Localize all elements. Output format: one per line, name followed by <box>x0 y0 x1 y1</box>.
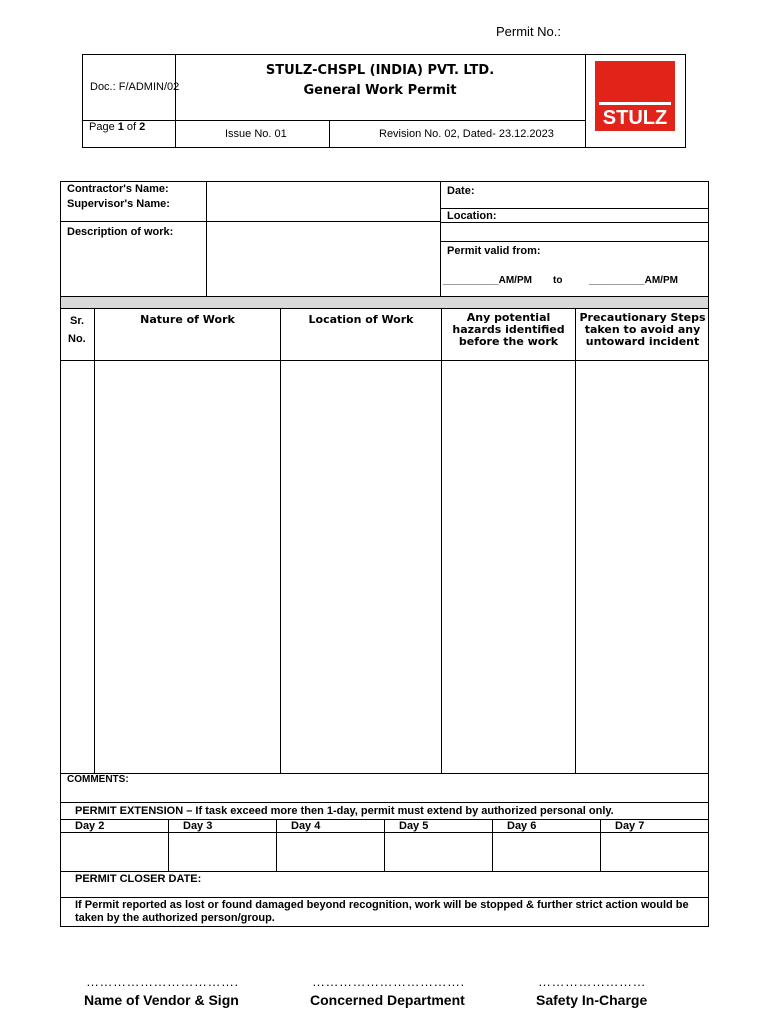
document-header <box>82 54 686 148</box>
col-precautionary-steps: Precautionary Steps taken to avoid any untoward incident <box>579 311 706 348</box>
valid-from-field: __________AM/PM <box>443 275 532 286</box>
company-name: STULZ-CHSPL (INDIA) PVT. LTD. <box>265 63 495 78</box>
description-label: Description of work: <box>67 226 174 238</box>
revision-info: Revision No. 02, Dated- 23.12.2023 <box>379 128 554 140</box>
form-title: General Work Permit <box>303 83 457 98</box>
divider <box>575 309 576 774</box>
divider <box>168 819 169 871</box>
extension-text: If task exceed more then 1-day, permit must extend by authorized personal only. <box>195 805 614 817</box>
day-3-label: Day 3 <box>183 820 213 832</box>
divider <box>61 773 708 774</box>
day-2-label: Day 2 <box>75 820 105 832</box>
doc-number: Doc.: F/ADMIN/02 <box>90 81 180 93</box>
divider <box>61 897 708 898</box>
permit-valid-label: Permit valid from: <box>447 245 541 257</box>
comments-label: COMMENTS: <box>67 774 129 785</box>
col-potential-hazards: Any potential hazards identified before the work <box>452 311 565 348</box>
supervisor-name-label: Supervisor's Name: <box>67 198 170 210</box>
permit-closer-date-label: PERMIT CLOSER DATE: <box>75 873 202 885</box>
day-5-label: Day 5 <box>399 820 429 832</box>
valid-to-field: __________AM/PM <box>589 275 678 286</box>
divider <box>440 222 708 223</box>
divider <box>441 309 442 774</box>
day-6-label: Day 6 <box>507 820 537 832</box>
issue-number: Issue No. 01 <box>225 128 287 140</box>
divider <box>329 120 330 147</box>
col-no-label: No. <box>68 333 86 345</box>
divider <box>384 819 385 871</box>
permit-form <box>60 181 709 927</box>
safety-sign-line: …………………… <box>538 974 646 989</box>
divider <box>61 802 708 803</box>
location-label: Location: <box>447 210 497 222</box>
page-prefix: Page <box>89 121 118 133</box>
divider <box>61 221 440 222</box>
divider <box>440 241 708 242</box>
permit-no-label: Permit No.: <box>496 24 562 39</box>
to-label: to <box>553 275 563 286</box>
page-total: 2 <box>139 121 146 133</box>
divider <box>61 360 708 361</box>
divider <box>83 120 585 121</box>
divider <box>492 819 493 871</box>
lost-permit-note: If Permit reported as lost or found damaged beyond recognition, work will be stopped & further strict action would be taken by the authorized person/group. <box>75 899 689 924</box>
col-location-of-work: Location of Work <box>308 313 414 326</box>
page-of: of <box>123 121 140 133</box>
divider <box>440 182 441 296</box>
divider <box>440 208 708 209</box>
safety-incharge-label: Safety In-Charge <box>536 992 648 1008</box>
divider <box>600 819 601 871</box>
day-7-label: Day 7 <box>615 820 645 832</box>
logo-stripe <box>599 102 671 105</box>
contractor-name-label: Contractor's Name: <box>67 183 169 195</box>
page-number: 1 <box>117 121 124 133</box>
divider <box>94 309 95 774</box>
day-4-label: Day 4 <box>291 820 321 832</box>
col-nature-of-work: Nature of Work <box>140 313 235 326</box>
divider <box>206 182 207 296</box>
divider <box>61 871 708 872</box>
date-label: Date: <box>447 185 475 197</box>
stulz-logo <box>595 61 675 131</box>
department-sign-line: ……………………………. <box>312 974 465 989</box>
logo-text: STULZ <box>602 107 668 129</box>
col-sr-label: Sr. <box>70 315 85 327</box>
vendor-sign-line: ……………………………. <box>86 974 239 989</box>
department-sign-label: Concerned Department <box>310 992 465 1008</box>
vendor-sign-label: Name of Vendor & Sign <box>84 992 239 1008</box>
permit-extension-note <box>75 805 614 817</box>
divider <box>585 55 586 147</box>
divider <box>280 309 281 774</box>
extension-heading: PERMIT EXTENSION – <box>75 805 196 817</box>
divider <box>276 819 277 871</box>
separator-band <box>61 296 708 309</box>
page-indicator <box>89 121 145 133</box>
